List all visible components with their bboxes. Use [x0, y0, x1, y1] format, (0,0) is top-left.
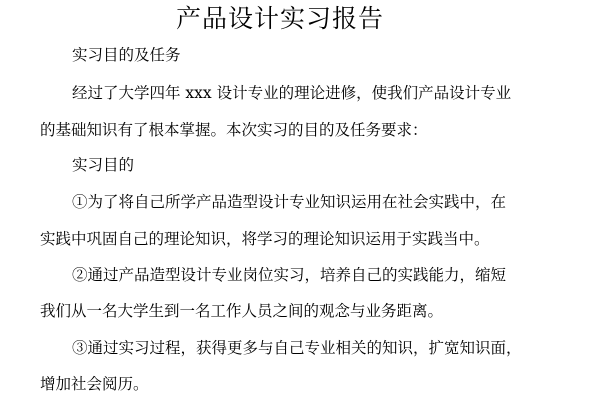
item-2-line-1: ②通过产品造型设计专业岗位实习，培养自己的实践能力，缩短	[72, 266, 507, 284]
item-2-line-2: 我们从一名大学生到一名工作人员之间的观念与业务距离。	[40, 302, 444, 320]
paragraph-1-line-1: 经过了大学四年 xxx 设计专业的理论进修，使我们产品设计专业	[72, 84, 512, 102]
paragraph-1-line-2: 的基础知识有了根本掌握。本次实习的目的及任务要求：	[40, 121, 428, 139]
item-3-line-1: ③通过实习过程，获得更多与自己专业相关的知识，扩宽知识面，	[72, 339, 522, 357]
section-heading: 实习目的及任务	[72, 46, 181, 64]
item-3-line-2: 增加社会阅历。	[40, 375, 149, 393]
subheading: 实习目的	[72, 156, 135, 174]
item-1-line-2: 实践中巩固自己的理论知识，将学习的理论知识运用于实践当中。	[40, 230, 490, 248]
document-title: 产品设计实习报告	[175, 4, 384, 33]
item-1-line-1: ①为了将自己所学产品造型设计专业知识运用在社会实践中，在	[72, 193, 507, 211]
